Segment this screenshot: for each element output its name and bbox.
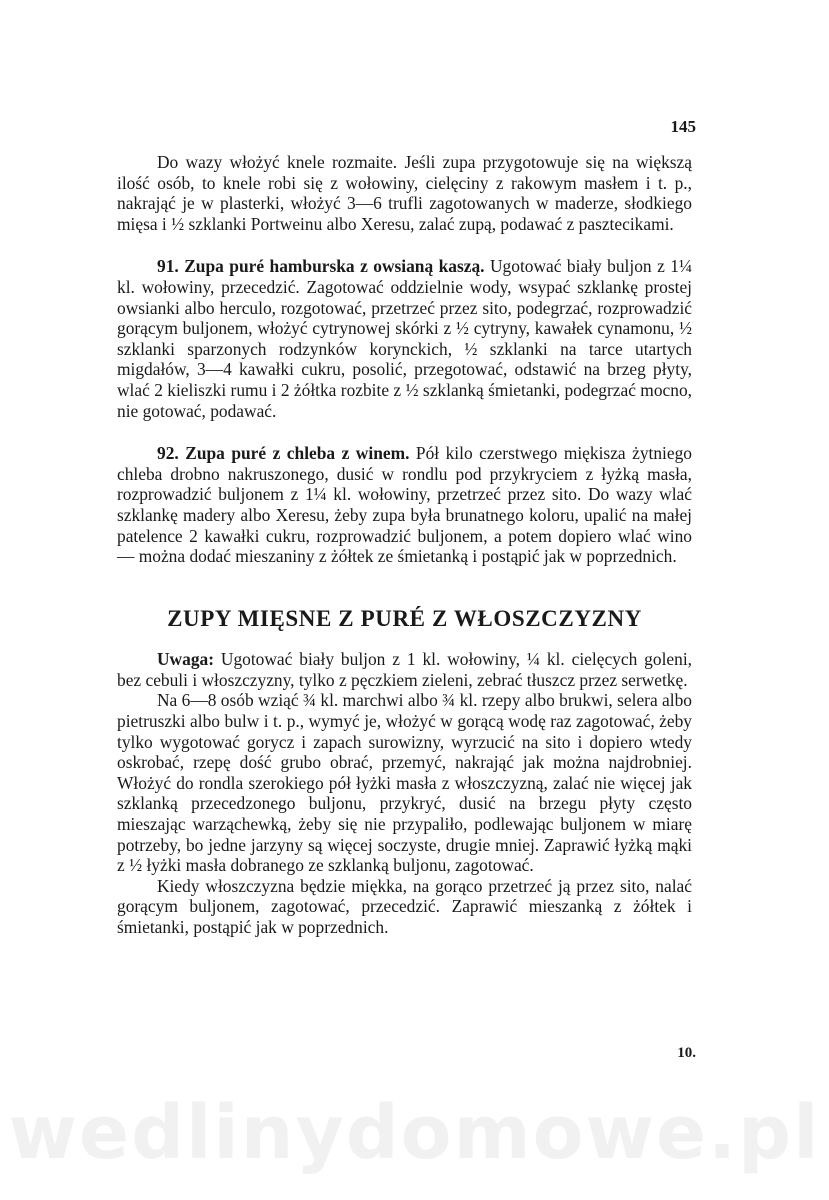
page-content — [117, 152, 692, 938]
section-paragraph-2: Kiedy włoszczyzna będzie miękka, na gorąco przetrzeć ją przez sito, nalać gorącym buljonem, zagotować, przecedzić. Zaprawić mieszanką z żółtek i śmietanki, postąpić jak w poprzednich. — [117, 875, 692, 937]
recipe-92-title: 92. Zupa puré z chleba z winem. — [157, 443, 410, 464]
intro-paragraph: Do wazy włożyć knele rozmaite. Jeśli zupa przygotowuje się na większą ilość osób, to knele robi się z wołowiny, cielęciny z rakowym masłem i t. p., nakrająć je w plasterki, włożyć 3—6 trufli zagotowanych w maderze, słodkiego mięsa i ½ szklanki Portweinu albo Xeresu, zalać zupą, podawać z pasztecikami. — [117, 152, 692, 234]
watermark: wedlinydomowe.pl — [8, 1090, 821, 1176]
signature-mark: 10. — [677, 1045, 696, 1061]
recipe-91-text: Ugotować biały buljon z 1¼ kl. wołowiny, przecedzić. Zagotować oddzielnie wody, wsypać szklankę prostej owsianki albo herculo, rozgotować, przetrzeć przez sito, podegrzać, rozprowadzić gorącym buljonem, włożyć cytrynowej skórki z ½ cytryny, kawałek cynamonu, ½ szklanki sparzonych rodzynków korynckich, ½ szklanki na tarce utartych migdałów, 3—4 kawałki cukru, posolić, przegotować, odstawić na brzeg płyty, wlać 2 kieliszki rumu i 2 żółtka rozbite z ½ szklanką śmietanki, podegrzać mocno, nie gotować, podawać. — [117, 256, 692, 421]
section-title: ZUPY MIĘSNE Z PURÉ Z WŁOSZCZYZNY — [167, 605, 642, 631]
page-number: 145 — [670, 117, 696, 136]
recipe-91 — [117, 256, 692, 421]
section-note — [117, 649, 692, 690]
recipe-91-title: 91. Zupa puré hamburska z owsianą kaszą. — [157, 256, 485, 277]
note-label: Uwaga: — [157, 649, 214, 670]
recipe-92-text: Pół kilo czerstwego miękisza żytniego chleba drobno nakruszonego, dusić w rondlu pod przykryciem z łyżką masła, rozprowadzić buljonem z 1¼ kl. wołowiny, przetrzeć przez sito. Do wazy wlać szklankę madery albo Xeresu, żeby zupa była brunatnego koloru, upalić na małej patelence 2 kawałki cukru, rozprowadzić buljonem, a potem dopiero wlać wino — można dodać mieszaniny z żółtek ze śmietanką i postąpić jak w poprzednich. — [117, 443, 692, 567]
note-text: Ugotować biały buljon z 1 kl. wołowiny, ¼ kl. cielęcych goleni, bez cebuli i włoszczyzny, tylko z pęczkiem zieleni, zebrać tłuszcz przez serwetkę. — [117, 649, 692, 690]
section-paragraph-1: Na 6—8 osób wziąć ¾ kl. marchwi albo ¾ kl. rzepy albo brukwi, selera albo pietruszki albo bulw i t. p., wymyć je, włożyć w gorącą wodę raz zagotować, żeby tylko wygotować gorycz i zapach surowizny, wyrzucić na sito i dopiero wtedy oskrobać, rzepę dość grubo obrać, przemyć, nakrająć jak można najdrobniej. Włożyć do rondla szerokiego pół łyżki masła z włoszczyzną, zalać nie więcej jak szklanką przecedzonego buljonu, przykryć, dusić na brzegu płyty często mieszając warząchewką, żeby się nie przypaliło, podlewając buljonem w miarę potrzeby, bo jedne jarzyny są więcej soczyste, drugie mniej. Zaprawić łyżką mąki z ½ łyżki masła dobranego ze szklanką buljonu, zagotować. — [117, 690, 692, 876]
recipe-92 — [117, 443, 692, 567]
